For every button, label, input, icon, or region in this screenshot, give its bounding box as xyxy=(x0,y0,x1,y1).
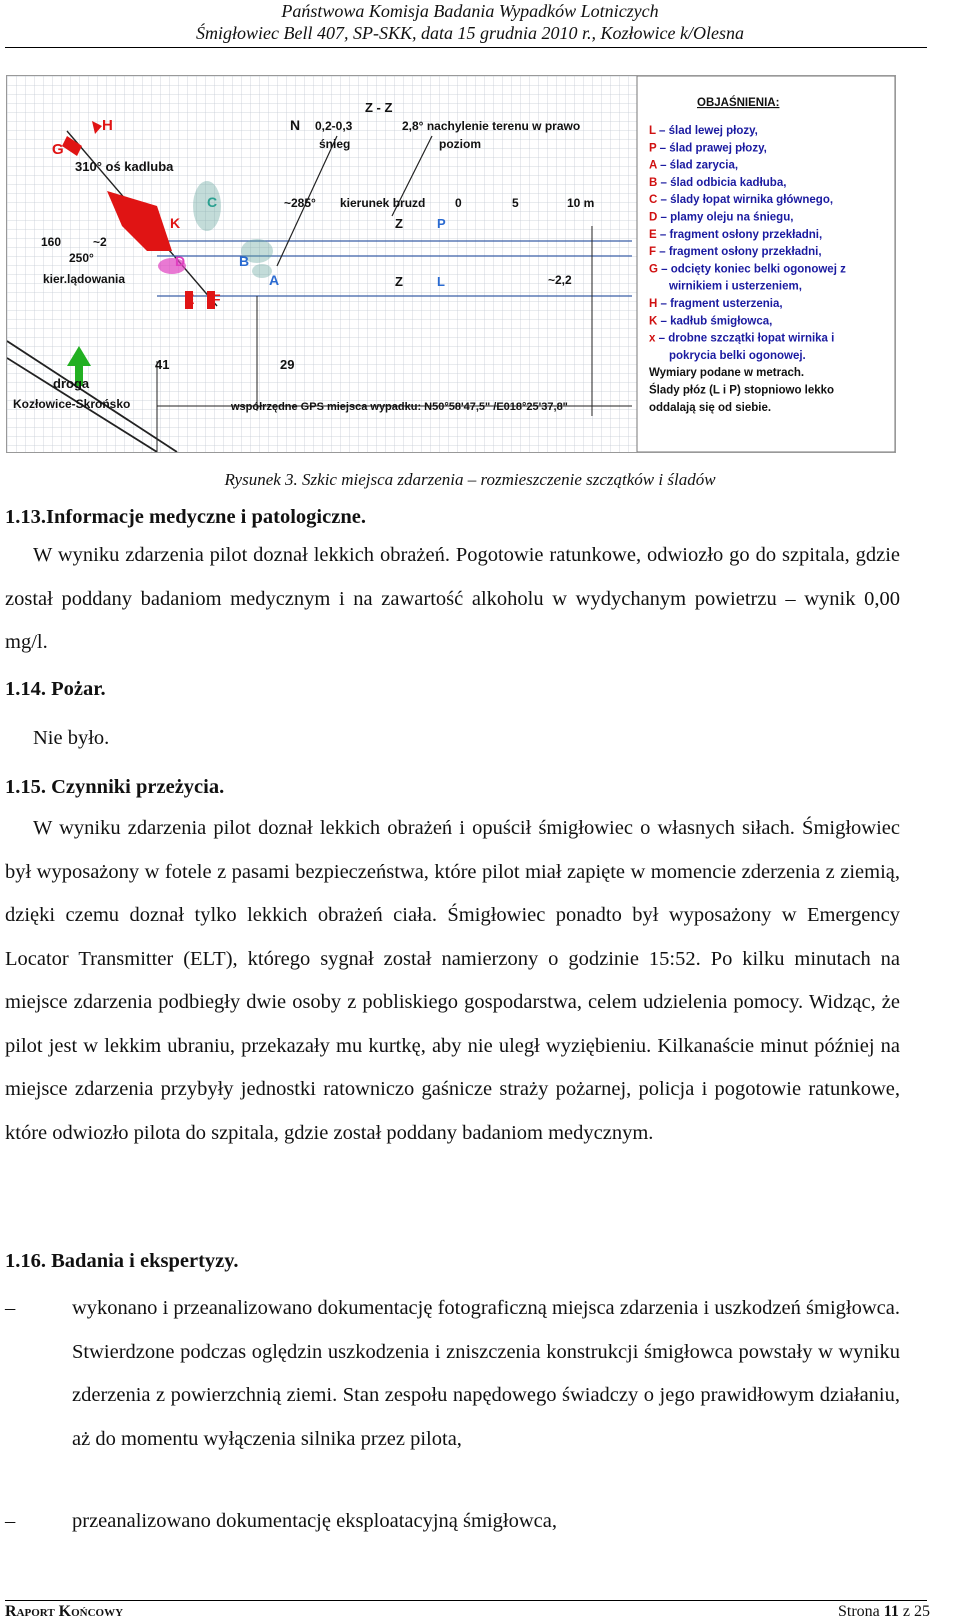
header-line-1: Państwowa Komisja Badania Wypadków Lotniczych xyxy=(281,1,659,21)
list-dash: – xyxy=(5,1510,16,1532)
heading-1-16: 1.16. Badania i ekspertyzy. xyxy=(5,1250,239,1272)
heading-1-14: 1.14. Pożar. xyxy=(5,678,106,700)
legend-item xyxy=(649,212,793,224)
label-22: ~2,2 xyxy=(548,273,572,287)
legend-text: – ślad prawej płozy, xyxy=(656,142,767,155)
paragraph-1-13: W wyniku zdarzenia pilot doznał lekkich obrażeń. Pogotowie ratunkowe, odwiozło go do szpitala, gdzie został poddany badaniom medycznym i na zawartość alkoholu w wydychanym powietrzu – wynik 0,00 mg/l. xyxy=(5,544,900,653)
legend-text: – ślad lewej płozy, xyxy=(655,125,758,137)
label-d: D xyxy=(175,253,186,269)
paragraph-1-15: W wyniku zdarzenia pilot doznał lekkich obrażeń i opuścił śmigłowiec o własnych siłach. Śmigłowiec był wyposażony w fotele z pasami bezpieczeństwa, które pilot miał zapięte w momencie zderzenia z ziemią, dzięki czemu doznał tylko lekkich obrażeń ciała. Śmigłowiec ponadto był wyposażony w Emergency Locator Transmitter (ELT), którego sygnał został namierzony o godzinie 15:52. Po kilku minutach na miejsce zdarzenia podbiegły dwie osoby z pobliskiego gospodarstwa, celem udzielenia pomocy. Widząc, że pilot jest w lekkim ubraniu, przekazały mu kurtkę, aby nie uległ wyziębieniu. Kilkanaście minut później na miejsce zdarzenia przybyły jednostki ratowniczo gaśnicze straży pożarnej, policja i pogotowie ratunkowe, które odwiozło pilota do szpitala, gdzie został poddany badaniom medycznym. xyxy=(5,817,900,1144)
label-axis-310: 310° oś kadluba xyxy=(75,159,174,174)
legend-item xyxy=(649,333,834,345)
legend-key: F xyxy=(649,246,657,259)
legend-text: – ślady łopat wirnika głównego, xyxy=(657,194,834,207)
label-zz: Z - Z xyxy=(365,100,393,115)
legend-item xyxy=(649,384,834,397)
page-sep: z xyxy=(898,1603,914,1620)
legend-item xyxy=(668,281,802,293)
site-sketch xyxy=(7,76,895,452)
footer-page-number xyxy=(838,1603,930,1621)
legend-key: A xyxy=(649,159,657,172)
header-divider xyxy=(5,47,927,48)
legend-key: H xyxy=(649,298,658,310)
label-l: L xyxy=(437,274,445,289)
label-z2: Z xyxy=(395,274,403,289)
list-item xyxy=(5,1287,900,1461)
label-furrow: kierunek bruzd xyxy=(340,196,426,210)
label-z1: Z xyxy=(395,216,403,231)
label-road: droga xyxy=(53,376,90,391)
label-scale-5: 5 xyxy=(512,196,519,210)
list-item-text: przeanalizowano dokumentację eksploatacyjną śmigłowca, xyxy=(72,1510,557,1532)
label-29: 29 xyxy=(280,357,295,372)
legend-item xyxy=(649,263,846,275)
legend-key: P xyxy=(649,142,657,155)
legend-text: – fragment osłony przekładni, xyxy=(656,246,822,259)
legend-key: C xyxy=(649,194,658,207)
legend-text: Wymiary podane w metrach. xyxy=(649,367,805,380)
legend-text: – odcięty koniec belki ogonowej z xyxy=(657,263,846,276)
label-160: 160 xyxy=(41,235,62,249)
page-total: 25 xyxy=(914,1603,930,1620)
label-road-name: Kozłowice-Skrońsko xyxy=(13,397,131,411)
legend-item xyxy=(649,160,738,172)
legend-text: – kadłub śmigłowca, xyxy=(657,315,773,328)
page-header xyxy=(0,0,940,44)
legend-item xyxy=(649,125,758,137)
legend-text: – ślad zarycia, xyxy=(656,159,739,172)
legend-item xyxy=(649,402,771,414)
legend-item xyxy=(669,350,806,362)
legend-item xyxy=(649,177,786,189)
legend-key: G xyxy=(649,263,658,276)
legend-item xyxy=(649,246,822,258)
label-2: ~2 xyxy=(93,235,107,249)
label-slope: 2,8° nachylenie terenu w prawo xyxy=(402,119,581,133)
legend-key: L xyxy=(649,125,656,137)
legend-item xyxy=(649,315,772,327)
label-f: F xyxy=(212,291,221,307)
legend-item xyxy=(649,367,804,379)
header-line-2: Śmigłowiec Bell 407, SP-SKK, data 15 grudnia 2010 r., Kozłowice k/Olesna xyxy=(196,23,744,43)
label-h: H xyxy=(102,117,113,134)
figure-caption: Rysunek 3. Szkic miejsca zdarzenia – rozmieszczenie szczątków i śladów xyxy=(224,470,716,489)
legend-item xyxy=(649,298,783,310)
label-n: N xyxy=(290,117,301,133)
label-scale-0: 0 xyxy=(455,196,462,210)
legend-key: D xyxy=(649,211,658,224)
page-current: 11 xyxy=(883,1603,899,1620)
legend-key: B xyxy=(649,176,658,189)
list-dash: – xyxy=(5,1297,16,1319)
legend-key: E xyxy=(649,228,657,241)
label-e: E xyxy=(185,291,195,307)
legend-text: – plamy oleju na śniegu, xyxy=(657,211,794,224)
label-depth: 0,2-0,3 xyxy=(315,119,353,133)
heading-1-15: 1.15. Czynniki przeżycia. xyxy=(5,776,225,798)
legend-text: wirnikiem i usterzeniem, xyxy=(669,280,802,293)
legend-text: – drobne szczątki łopat wirnika i xyxy=(655,332,835,345)
list-item-text: wykonano i przeanalizowano dokumentację fotograficzną miejsca zdarzenia i uszkodzeń śmigłowca. Stwierdzone podczas oględzin uszkodzenia i zniszczenia konstrukcji śmigłowca powstały w wyniku zderzenia z powierzchnią ziemi. Stan zespołu napędowego świadczy o jego prawidłowym działaniu, aż do momentu wyłączenia silnika przez pilota, xyxy=(72,1297,900,1450)
paragraph-1-14: Nie było. xyxy=(33,727,110,749)
list-item xyxy=(5,1500,900,1544)
legend-text: pokrycia belki ogonowej. xyxy=(669,349,806,362)
legend-item xyxy=(649,229,822,241)
legend-key: K xyxy=(649,315,658,328)
footer-report-title: Raport Końcowy xyxy=(5,1603,124,1620)
legend-item xyxy=(649,142,767,154)
legend-text: – fragment usterzenia, xyxy=(657,298,783,310)
legend-text: – ślad odbicia kadłuba, xyxy=(657,176,787,189)
label-gps: współrzędne GPS miejsca wypadku: N50°58'47,5" /E018°25'37,8" xyxy=(231,401,568,413)
label-b: B xyxy=(239,253,250,269)
label-250: 250° xyxy=(69,251,94,265)
legend-text: – fragment osłony przekładni, xyxy=(656,228,823,241)
label-scale-10: 10 m xyxy=(567,196,595,210)
label-a: A xyxy=(269,272,280,288)
legend-key: x xyxy=(649,332,656,345)
heading-1-13: 1.13.Informacje medyczne i patologiczne. xyxy=(5,506,366,528)
label-snow: śnieg xyxy=(319,137,351,151)
label-level: poziom xyxy=(439,137,481,151)
label-41: 41 xyxy=(155,357,170,372)
label-k: K xyxy=(170,215,181,231)
footer-divider xyxy=(5,1600,927,1601)
legend-text: Ślady płóz (L i P) stopniowo lekko xyxy=(649,384,835,397)
legend-title: OBJAŚNIENIA: xyxy=(697,97,780,109)
page-prefix: Strona xyxy=(837,1603,884,1620)
label-g: G xyxy=(52,141,64,158)
legend-item xyxy=(649,194,833,206)
label-c: C xyxy=(207,194,218,210)
site-sketch-figure xyxy=(6,75,896,453)
label-landing: kier.lądowania xyxy=(43,272,126,286)
label-p: P xyxy=(437,216,446,231)
legend-text: oddalają się od siebie. xyxy=(649,401,772,414)
label-285: ~285° xyxy=(284,196,316,210)
